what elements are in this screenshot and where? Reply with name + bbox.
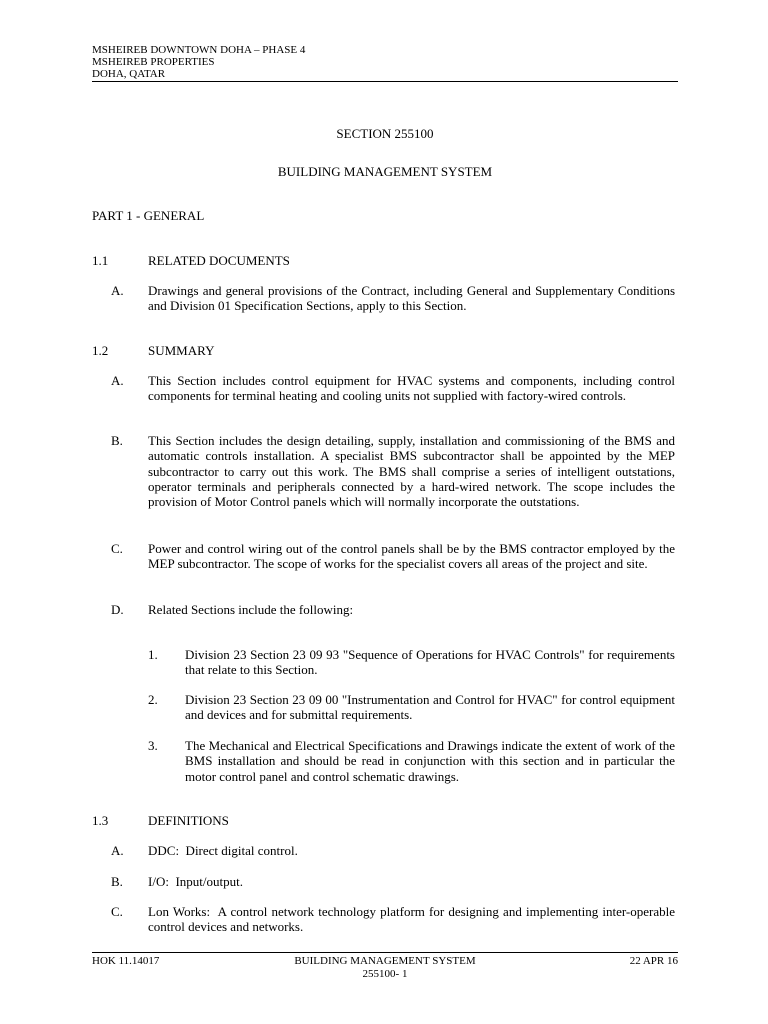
paragraph-label: A. [111, 373, 124, 388]
list-item-label: 1. [148, 647, 158, 662]
paragraph-label: C. [111, 904, 123, 919]
list-item-label: 3. [148, 738, 158, 753]
footer-rule [92, 952, 678, 953]
paragraph-text: Related Sections include the following: [148, 602, 354, 617]
header-rule [92, 81, 678, 82]
paragraph-text: DDC: Direct digital control. [148, 843, 298, 858]
article-1-2-title: SUMMARY [148, 343, 215, 358]
list-item-text: Division 23 Section 23 09 00 "Instrumentation and Control for HVAC" for control equipment and devices and for submittal requirements. [185, 692, 675, 723]
header-client: MSHEIREB PROPERTIES [92, 56, 215, 68]
paragraph-text: This Section includes the design detailing, supply, installation and commissioning of the BMS and automatic controls installation. A specialist BMS subcontractor shall be appointed by the MEP subcontractor to carry out this work. The BMS shall comprise a series of intelligent outstations, operator terminals and peripherals connected by a hard-wired network. The scope includes the provision of Motor Control panels which will normally incorporate the outstations. [148, 433, 675, 510]
paragraph-label: A. [111, 283, 124, 298]
paragraph-label: B. [111, 874, 123, 889]
part-heading: PART 1 - GENERAL [92, 208, 205, 223]
header-location: DOHA, QATAR [92, 68, 166, 80]
article-1-1-number: 1.1 [92, 253, 109, 268]
paragraph-text: I/O: Input/output. [148, 874, 243, 889]
article-1-1-title: RELATED DOCUMENTS [148, 253, 290, 268]
paragraph-label: A. [111, 843, 124, 858]
article-1-3-title: DEFINITIONS [148, 813, 229, 828]
section-name: BUILDING MANAGEMENT SYSTEM [277, 164, 493, 179]
header-project: MSHEIREB DOWNTOWN DOHA – PHASE 4 [92, 44, 306, 56]
paragraph-label: D. [111, 602, 124, 617]
article-1-2-number: 1.2 [92, 343, 109, 358]
paragraph-text: Power and control wiring out of the control panels shall be by the BMS contractor employed by the MEP subcontractor. The scope of works for the specialist covers all areas of the project and site. [148, 541, 675, 572]
section-number: SECTION 255100 [336, 126, 434, 141]
footer-section-name: BUILDING MANAGEMENT SYSTEM [294, 955, 476, 967]
list-item-text: The Mechanical and Electrical Specifications and Drawings indicate the extent of work of the BMS installation and should be read in conjunction with this section and in particular the motor control panel and control schematic drawings. [185, 738, 675, 784]
paragraph-text: This Section includes control equipment for HVAC systems and components, including control components for terminal heating and cooling units not supplied with factory-wired controls. [148, 373, 675, 404]
footer-page-number: 255100- 1 [362, 968, 408, 980]
footer-date: 22 APR 16 [629, 955, 678, 967]
list-item-label: 2. [148, 692, 158, 707]
article-1-3-number: 1.3 [92, 813, 109, 828]
list-item-text: Division 23 Section 23 09 93 "Sequence of Operations for HVAC Controls" for requirements that relate to this Section. [185, 647, 675, 678]
paragraph-label: B. [111, 433, 123, 448]
paragraph-label: C. [111, 541, 123, 556]
paragraph-text: Drawings and general provisions of the Contract, including General and Supplementary Conditions and Division 01 Specification Sections, apply to this Section. [148, 283, 675, 314]
footer-project-number: HOK 11.14017 [92, 955, 160, 967]
paragraph-text: Lon Works: A control network technology platform for designing and implementing inter-operable control devices and networks. [148, 904, 679, 935]
